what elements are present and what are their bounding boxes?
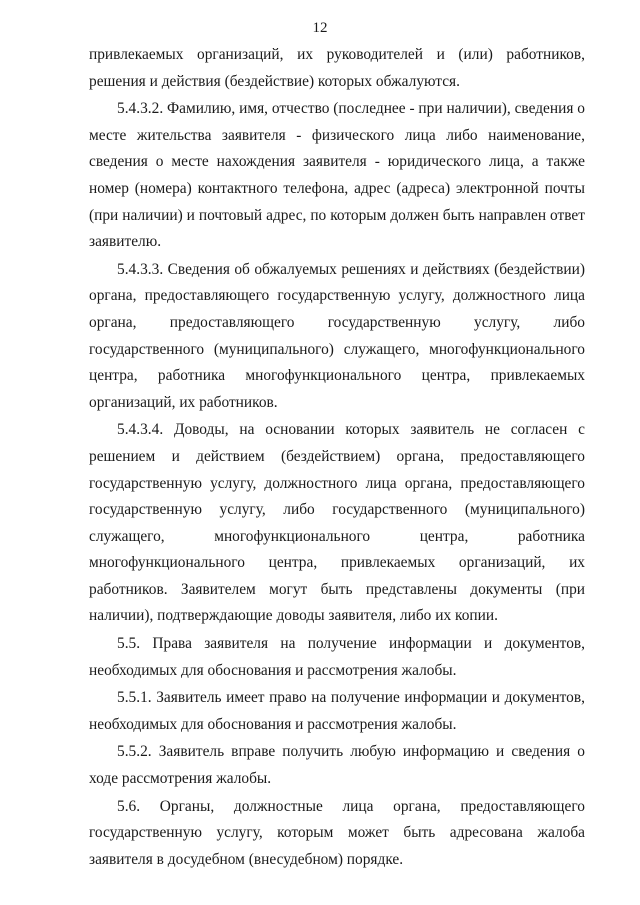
- paragraph-5-4-3-2: 5.4.3.2. Фамилию, имя, отчество (последнее - при наличии), сведения о месте жительства заявителя - физического лица либо наименование, сведения о месте нахождения заявителя - юридического лица, а также номер (номера) контактного телефона, адрес (адреса) электронной почты (при наличии) и почтовый адрес, по которым должен быть направлен ответ заявителю.: [89, 100, 585, 251]
- paragraph-5-4-3-4: 5.4.3.4. Доводы, на основании которых заявитель не согласен с решением и действием (бездействием) органа, предоставляющего государственную услугу, должностного лица органа, предоставляющего государственную услугу, либо государственного (муниципального) служащего, многофункционального центра, работника многофункционального центра, привлекаемых организаций, их работников. Заявителем могут быть представлены документы (при наличии), подтверждающие доводы заявителя, либо их копии.: [89, 421, 585, 625]
- page-number: 12: [312, 20, 328, 36]
- paragraph-5-6: 5.6. Органы, должностные лица органа, предоставляющего государственную услугу, которым может быть адресована жалоба заявителя в досудебном (внесудебном) порядке.: [89, 797, 585, 868]
- paragraph-5-5-1: 5.5.1. Заявитель имеет право на получение информации и документов, необходимых для обоснования и рассмотрения жалобы.: [89, 689, 585, 733]
- paragraph-5-4-3-3: 5.4.3.3. Сведения об обжалуемых решениях и действиях (бездействии) органа, предоставляющего государственную услугу, должностного лица органа, предоставляющего государственную услугу, либо государственного (муниципального) служащего, многофункционального центра, работника многофункционального центра, привлекаемых организаций, их работников.: [89, 260, 585, 411]
- paragraph-5-5: 5.5. Права заявителя на получение информации и документов, необходимых для обоснования и рассмотрения жалобы.: [89, 635, 585, 679]
- paragraph-5-5-2: 5.5.2. Заявитель вправе получить любую информацию и сведения о ходе рассмотрения жалобы.: [89, 743, 585, 788]
- document-body: [89, 42, 585, 873]
- paragraph-continuation: привлекаемых организаций, их руководителей и (или) работников, решения и действия (бездействие) которых обжалуются.: [89, 46, 585, 90]
